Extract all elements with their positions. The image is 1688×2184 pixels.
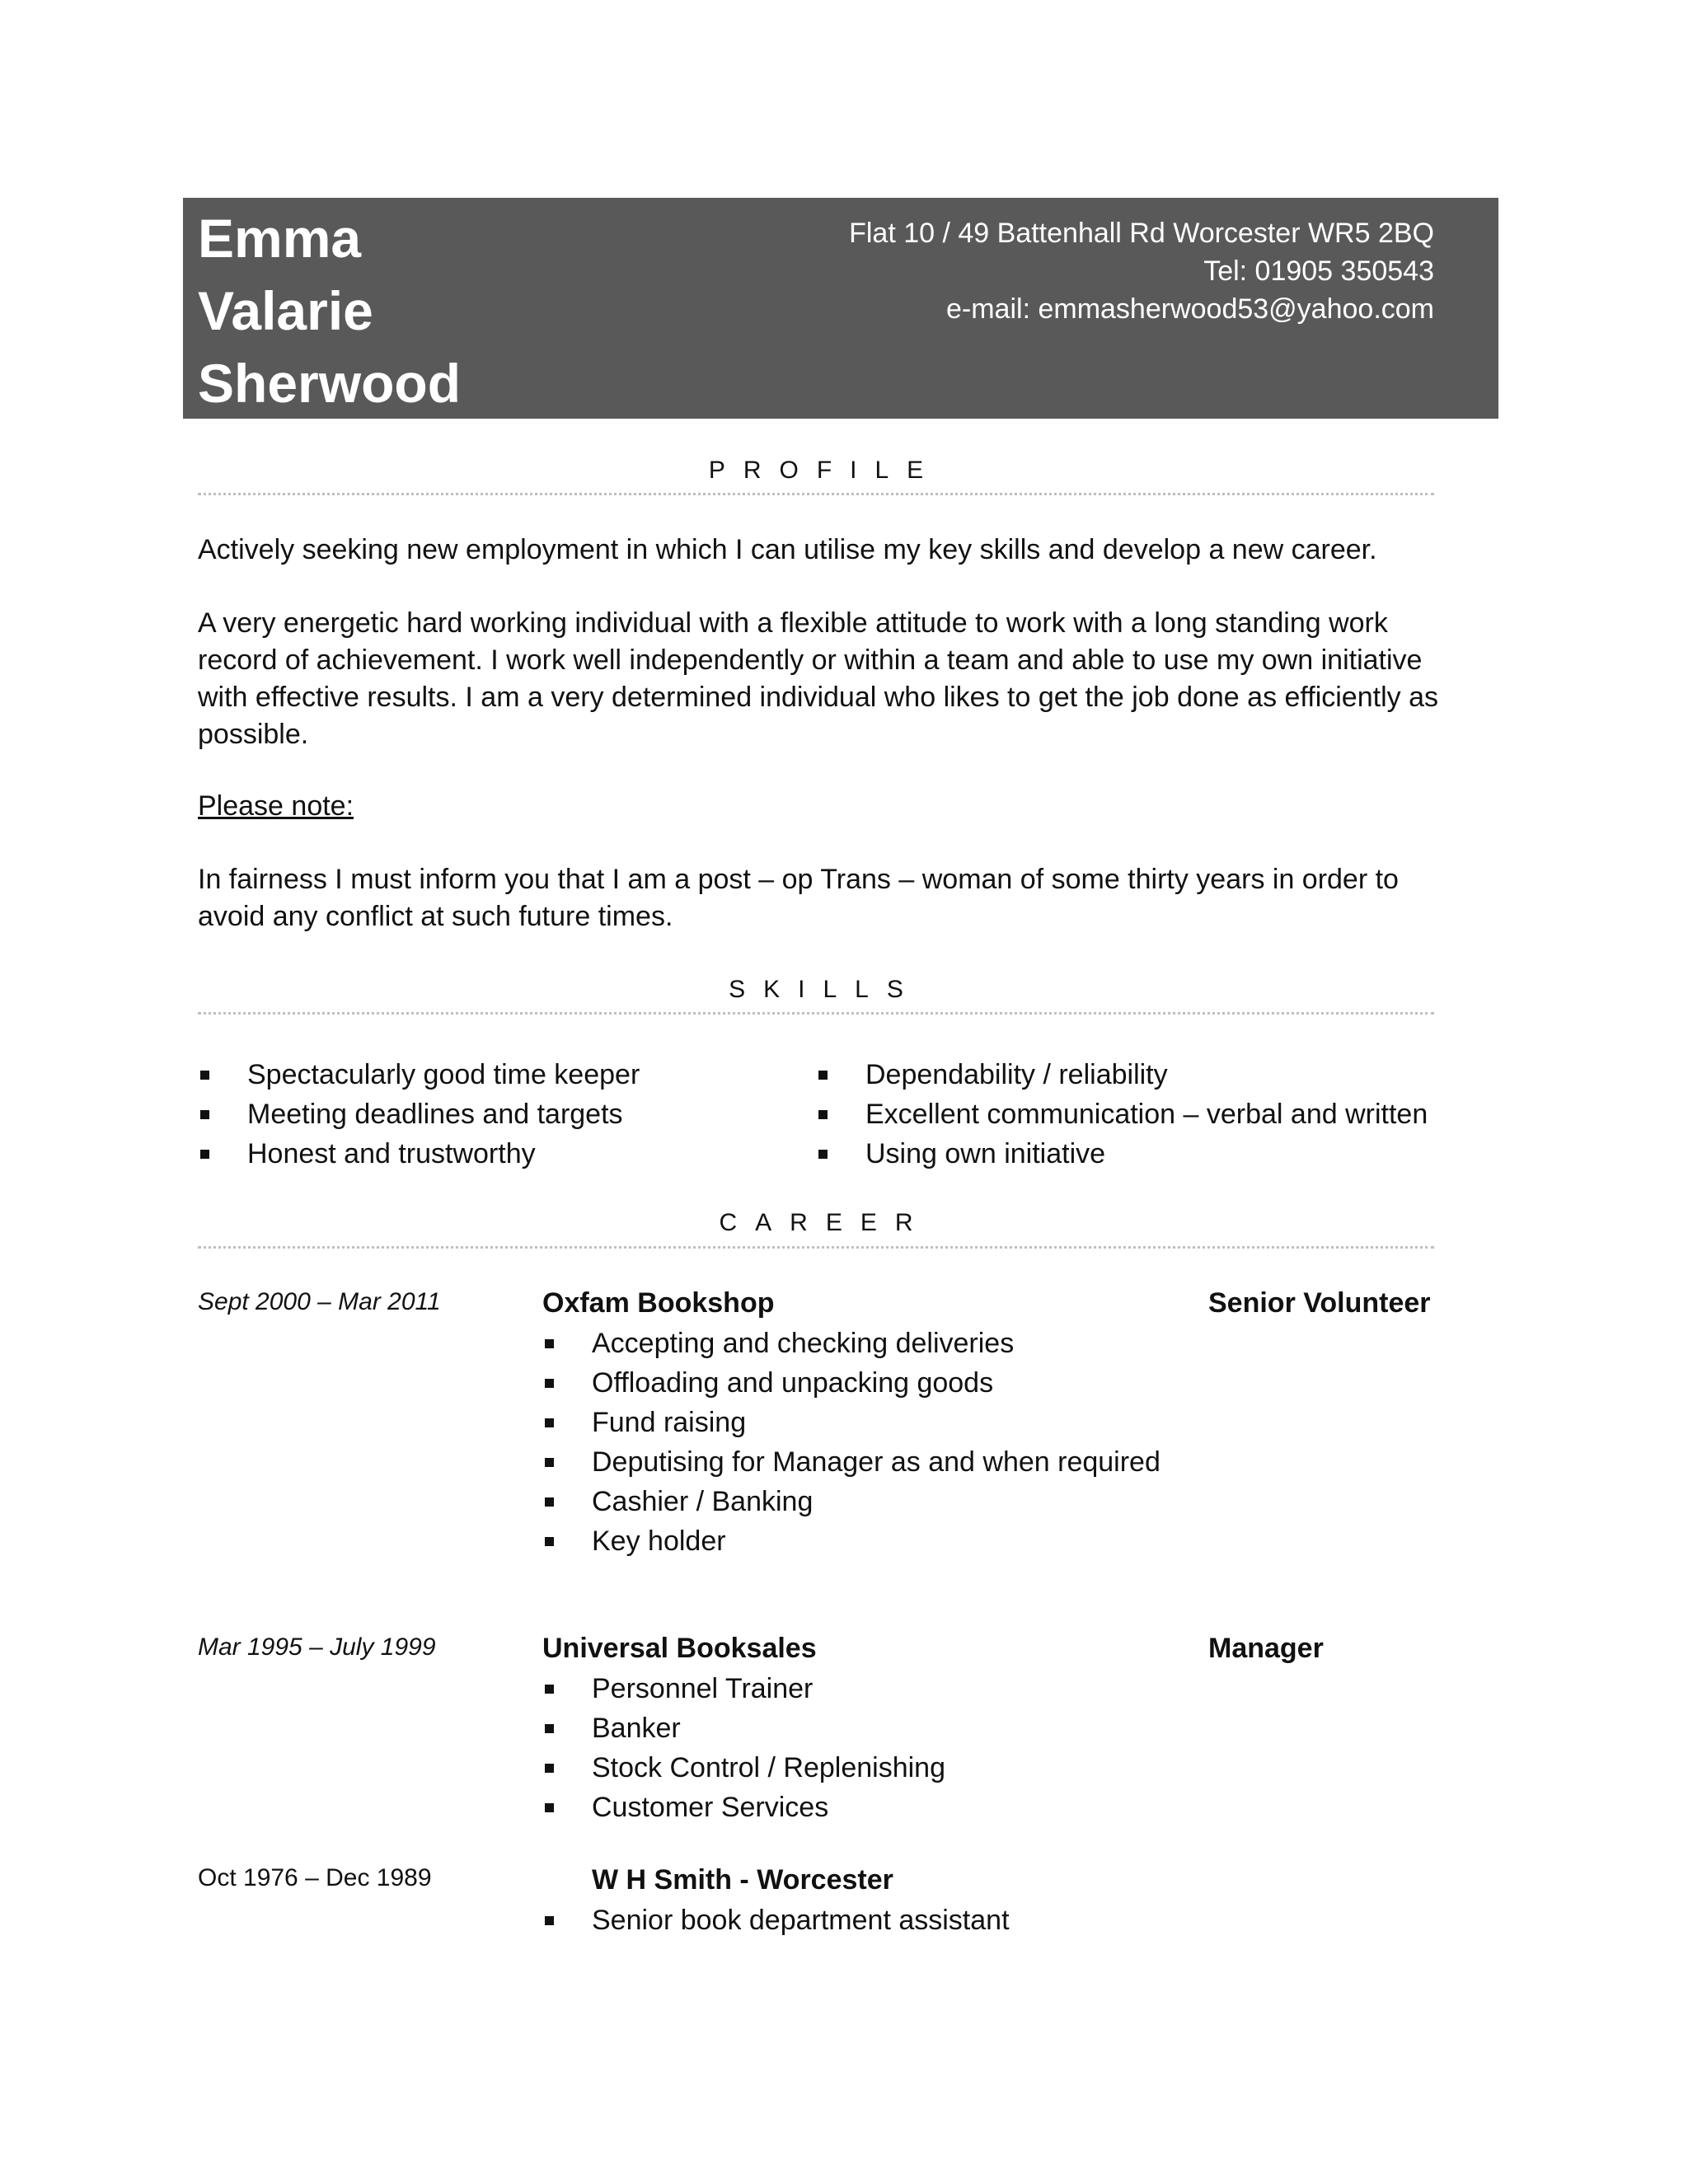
job-company: Oxfam Bookshop — [542, 1287, 775, 1319]
job-company: Universal Booksales — [542, 1633, 817, 1664]
profile-divider — [198, 493, 1434, 495]
job-dates: Sept 2000 – Mar 2011 — [198, 1288, 441, 1315]
header-banner — [183, 198, 1498, 419]
skills-list-left — [198, 1055, 640, 1174]
list-item: Fund raising — [542, 1403, 1160, 1442]
skills-list-right — [816, 1055, 1428, 1174]
list-item: Accepting and checking deliveries — [542, 1324, 1160, 1363]
name-first: Emma — [198, 208, 362, 269]
list-item: Honest and trustworthy — [198, 1134, 640, 1174]
job-duties — [542, 1900, 1010, 1940]
profile-heading: PROFILE — [708, 457, 942, 484]
note-label: Please note: — [198, 790, 354, 822]
job-company: W H Smith - Worcester — [592, 1864, 893, 1896]
email[interactable]: e-mail: emmasherwood53@yahoo.com — [946, 293, 1434, 325]
job-duties — [542, 1669, 945, 1827]
list-item: Offloading and unpacking goods — [542, 1363, 1160, 1403]
job-role: Manager — [1208, 1633, 1324, 1664]
list-item: Deputising for Manager as and when required — [542, 1442, 1160, 1482]
list-item: Using own initiative — [816, 1134, 1428, 1174]
career-divider — [198, 1246, 1434, 1249]
job-dates: Mar 1995 – July 1999 — [198, 1633, 436, 1661]
list-item: Excellent communication – verbal and written — [816, 1094, 1428, 1134]
job-duties — [542, 1324, 1160, 1561]
address: Flat 10 / 49 Battenhall Rd Worcester WR5 2BQ — [849, 218, 1434, 249]
list-item: Customer Services — [542, 1788, 945, 1827]
list-item: Personnel Trainer — [542, 1669, 945, 1708]
profile-paragraph-1: Actively seeking new employment in which I can utilise my key skills and develop a new career. — [198, 534, 1377, 565]
list-item: Banker — [542, 1708, 945, 1748]
name-last: Sherwood — [198, 353, 462, 414]
job-dates: Oct 1976 – Dec 1989 — [198, 1864, 432, 1891]
list-item: Senior book department assistant — [542, 1900, 1010, 1940]
skills-heading: SKILLS — [729, 976, 921, 1003]
list-item: Stock Control / Replenishing — [542, 1748, 945, 1788]
list-item: Dependability / reliability — [816, 1055, 1428, 1094]
profile-paragraph-2: A very energetic hard working individual with a flexible attitude to work with a long standing work record of achievement. I work well independently or within a team and able to use my own initiative with effective results. I am a very determined individual who likes to get the job done as efficiently as possible. — [198, 607, 1438, 750]
list-item: Cashier / Banking — [542, 1482, 1160, 1521]
career-heading: CAREER — [719, 1209, 931, 1236]
list-item: Spectacularly good time keeper — [198, 1055, 640, 1094]
contact-block — [849, 214, 1434, 328]
list-item: Key holder — [542, 1521, 1160, 1561]
name-middle: Valarie — [198, 280, 373, 341]
skills-divider — [198, 1012, 1434, 1015]
telephone: Tel: 01905 350543 — [1203, 255, 1434, 287]
note-text: In fairness I must inform you that I am a post – op Trans – woman of some thirty years in order to avoid any conflict at such future times. — [198, 864, 1399, 932]
list-item: Meeting deadlines and targets — [198, 1094, 640, 1134]
job-role: Senior Volunteer — [1208, 1287, 1431, 1319]
